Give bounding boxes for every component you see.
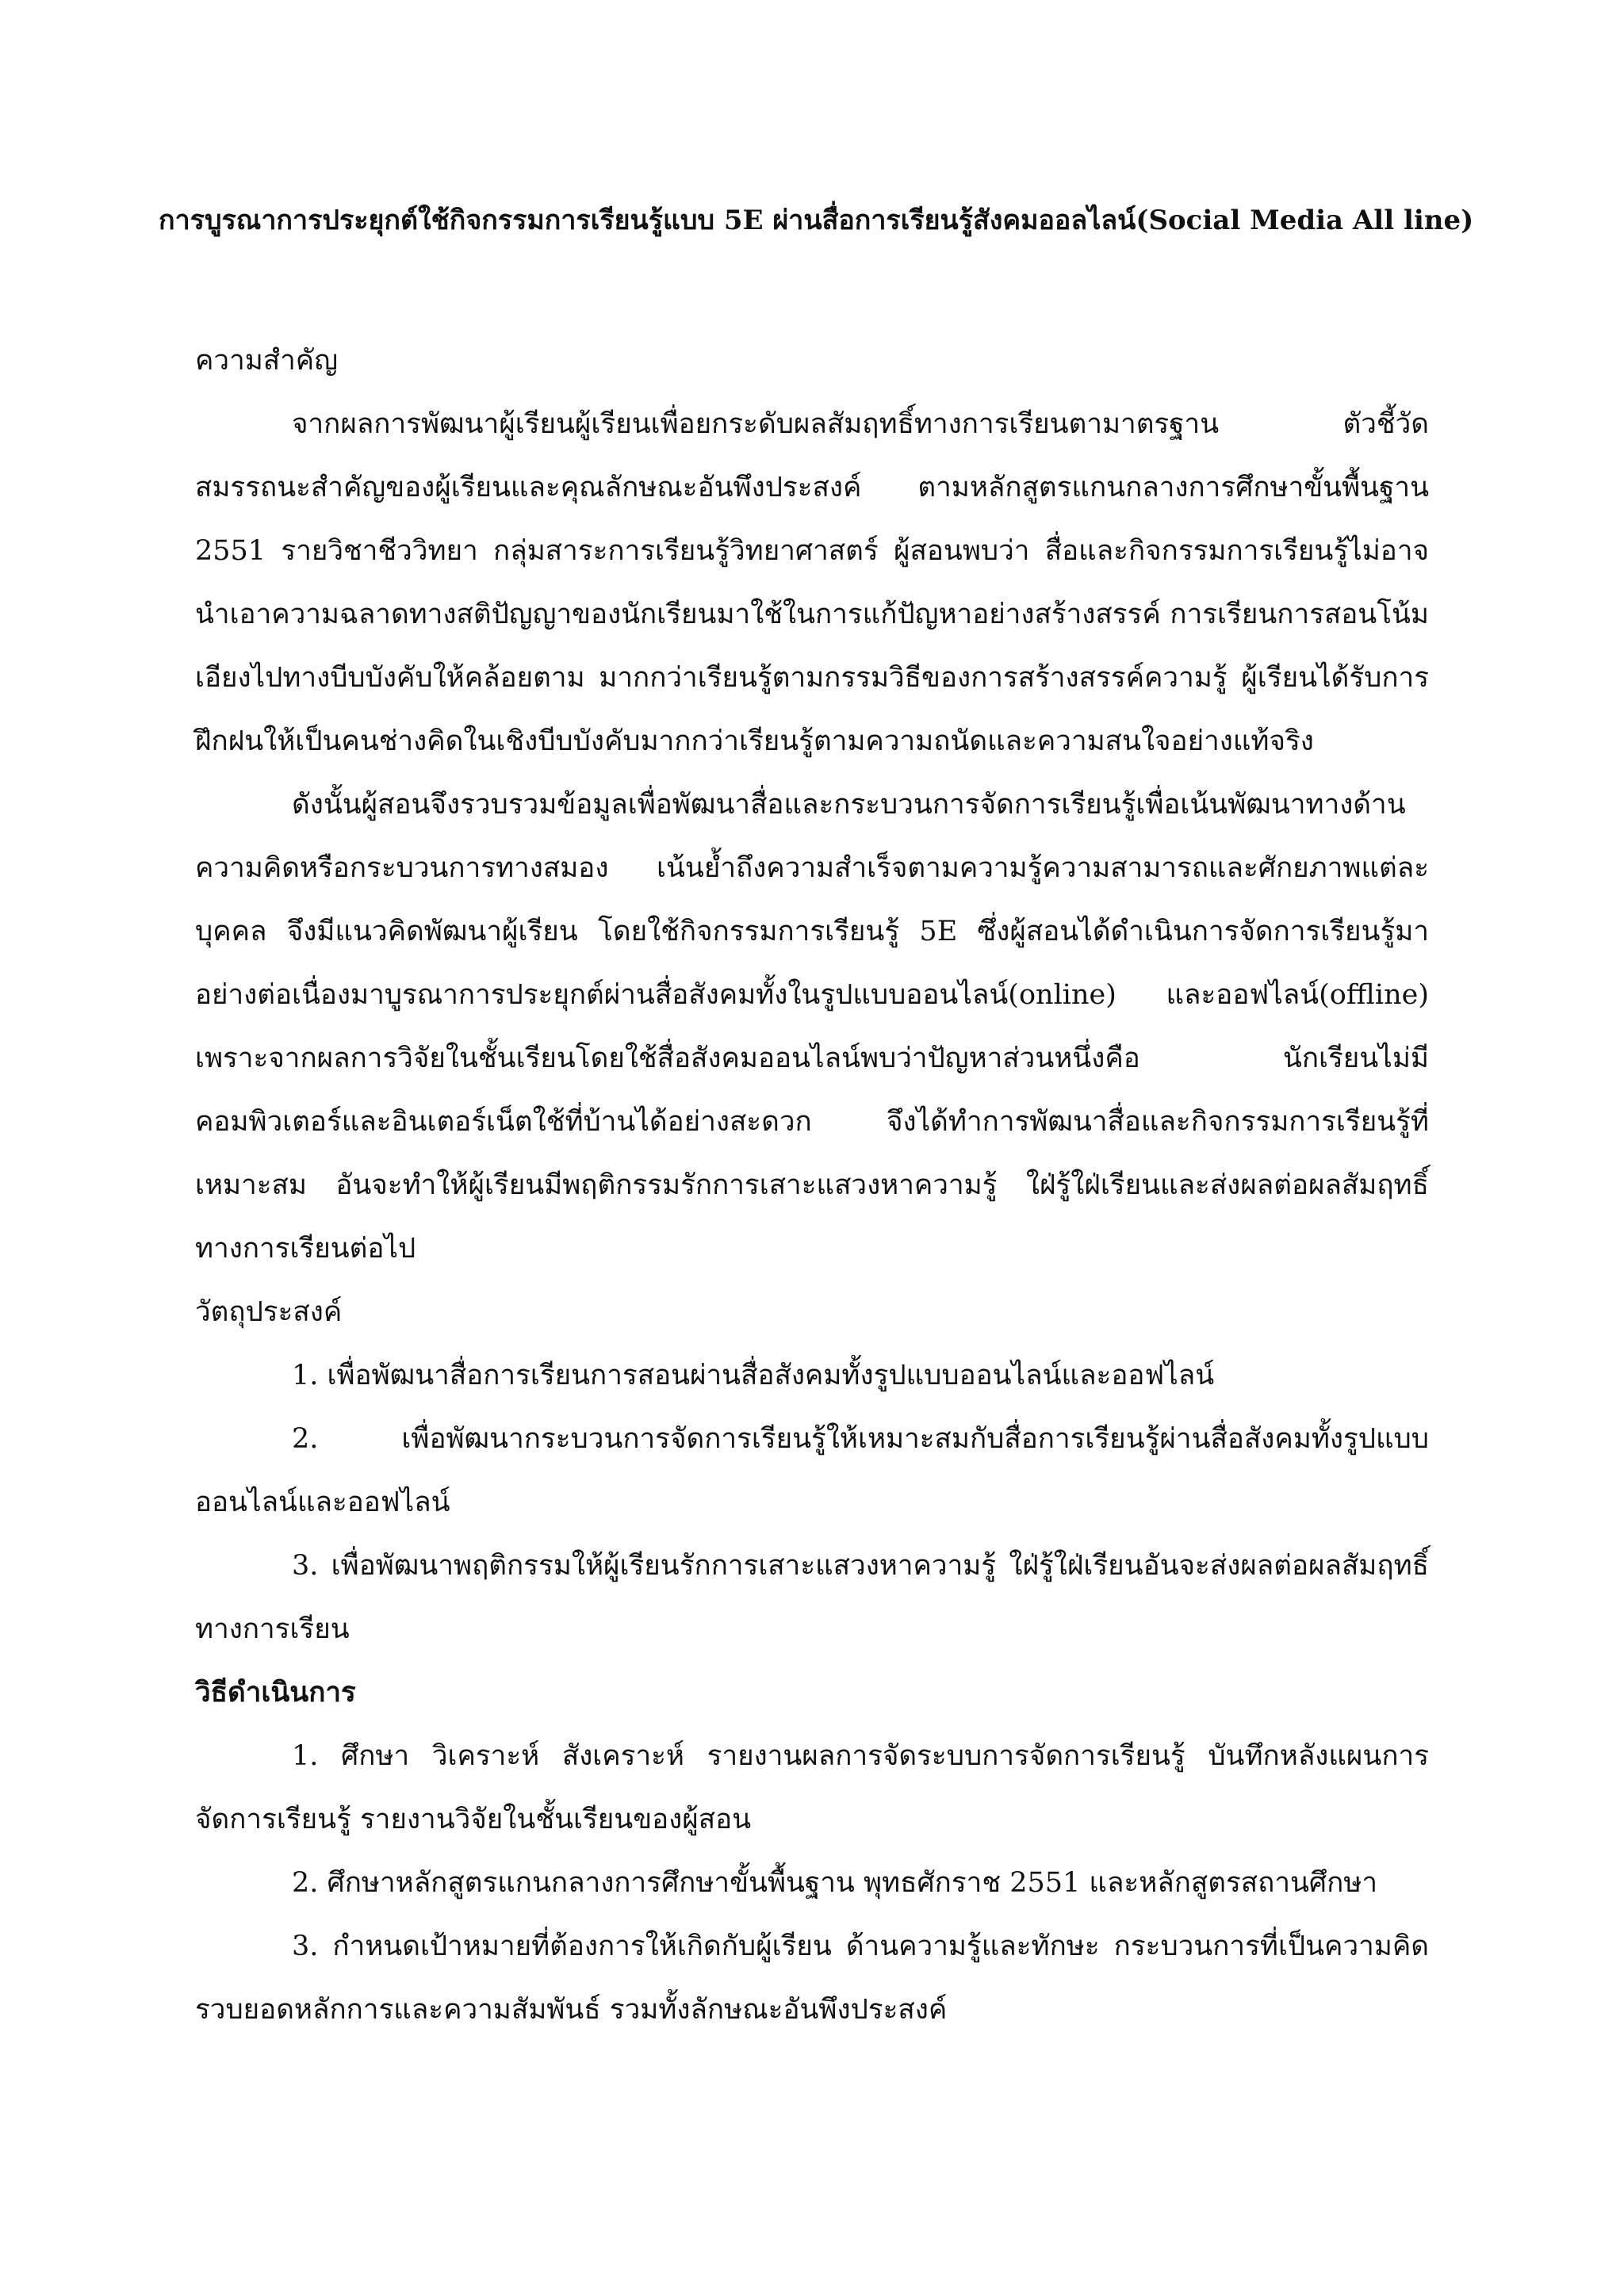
objectives-heading: วัตถุประสงค์ — [195, 1296, 343, 1328]
method-item-1: 1. ศึกษา วิเคราะห์ สังเคราะห์ รายงานผลการจัดระบบการจัดการเรียนรู้ บันทึกหลังแผนการจัดการเรียนรู้ รายงานวิจัยในชั้นเรียนของผู้สอน — [195, 1740, 1429, 1835]
methods-section — [195, 1661, 1429, 2042]
objective-item-2: 2. เพื่อพัฒนากระบวนการจัดการเรียนรู้ให้เหมาะสมกับสื่อการเรียนรู้ผ่านสื่อสังคมทั้งรูปแบบออนไลน์และออฟไลน์ — [195, 1423, 1429, 1518]
document-body — [195, 329, 1429, 2042]
method-item-2: 2. ศึกษาหลักสูตรแกนกลางการศึกษาขั้นพื้นฐาน พุทธศักราช 2551 และหลักสูตรสถานศึกษา — [292, 1867, 1378, 1899]
document-title: การบูรณาการประยุกต์ใช้กิจกรรมการเรียนรู้แบบ 5E ผ่านสื่อการเรียนรู้สังคมออลไลน์(Social Media All line) — [159, 205, 1474, 236]
method-item-3: 3. กำหนดเป้าหมายที่ต้องการให้เกิดกับผู้เรียน ด้านความรู้และทักษะ กระบวนการที่เป็นความคิดรวบยอดหลักการและความสัมพันธ์ รวมทั้งลักษณะอันพึงประสงค์ — [195, 1931, 1429, 2026]
objectives-section — [195, 1280, 1429, 1661]
importance-section — [195, 329, 1429, 1280]
importance-paragraph-1: จากผลการพัฒนาผู้เรียนผู้เรียนเพื่อยกระดับผลสัมฤทธิ์ทางการเรียนตามาตรฐาน ตัวชี้วัด สมรรถนะสำคัญของผู้เรียนและคุณลักษณะอันพึงประสงค์ ตามหลักสูตรแกนกลางการศึกษาขั้นพื้นฐาน 2551 รายวิชาชีววิทยา กลุ่มสาระการเรียนรู้วิทยาศาสตร์ ผู้สอนพบว่า สื่อและกิจกรรมการเรียนรู้ไม่อาจนำเอาความฉลาดทางสติปัญญาของนักเรียนมาใช้ในการแก้ปัญหาอย่างสร้างสรรค์ การเรียนการสอนโน้มเอียงไปทางบีบบังคับให้คล้อยตาม มากกว่าเรียนรู้ตามกรรมวิธีของการสร้างสรรค์ความรู้ ผู้เรียนได้รับการฝึกฝนให้เป็นคนช่างคิดในเชิงบีบบังคับมากกว่าเรียนรู้ตามความถนัดและความสนใจอย่างแท้จริง — [195, 408, 1429, 757]
importance-paragraph-2: ดังนั้นผู้สอนจึงรวบรวมข้อมูลเพื่อพัฒนาสื่อและกระบวนการจัดการเรียนรู้เพื่อเน้นพัฒนาทางด้านความคิดหรือกระบวนการทางสมอง เน้นย้ำถึงความสำเร็จตามความรู้ความสามารถและศักยภาพแต่ละบุคคล จึงมีแนวคิดพัฒนาผู้เรียน โดยใช้กิจกรรมการเรียนรู้ 5E ซึ่งผู้สอนได้ดำเนินการจัดการเรียนรู้มาอย่างต่อเนื่องมาบูรณาการประยุกต์ผ่านสื่อสังคมทั้งในรูปแบบออนไลน์(online) และออฟไลน์(offline) เพราะจากผลการวิจัยในชั้นเรียนโดยใช้สื่อสังคมออนไลน์พบว่าปัญหาส่วนหนึ่งคือ นักเรียนไม่มีคอมพิวเตอร์และอินเตอร์เน็ตใช้ที่บ้านได้อย่างสะดวก จึงได้ทำการพัฒนาสื่อและกิจกรรมการเรียนรู้ที่เหมาะสม อันจะทำให้ผู้เรียนมีพฤติกรรมรักการเสาะแสวงหาความรู้ ใฝ่รู้ใฝ่เรียนและส่งผลต่อผลสัมฤทธิ์ทางการเรียนต่อไป — [195, 789, 1429, 1265]
objective-item-3: 3. เพื่อพัฒนาพฤติกรรมให้ผู้เรียนรักการเสาะแสวงหาความรู้ ใฝ่รู้ใฝ่เรียนอันจะส่งผลต่อผลสัมฤทธิ์ทางการเรียน — [195, 1550, 1429, 1645]
methods-heading: วิธีดำเนินการ — [195, 1676, 356, 1709]
importance-heading: ความสำคัญ — [195, 345, 339, 377]
objective-item-1: 1. เพื่อพัฒนาสื่อการเรียนการสอนผ่านสื่อสังคมทั้งรูปแบบออนไลน์และออฟไลน์ — [292, 1360, 1215, 1391]
